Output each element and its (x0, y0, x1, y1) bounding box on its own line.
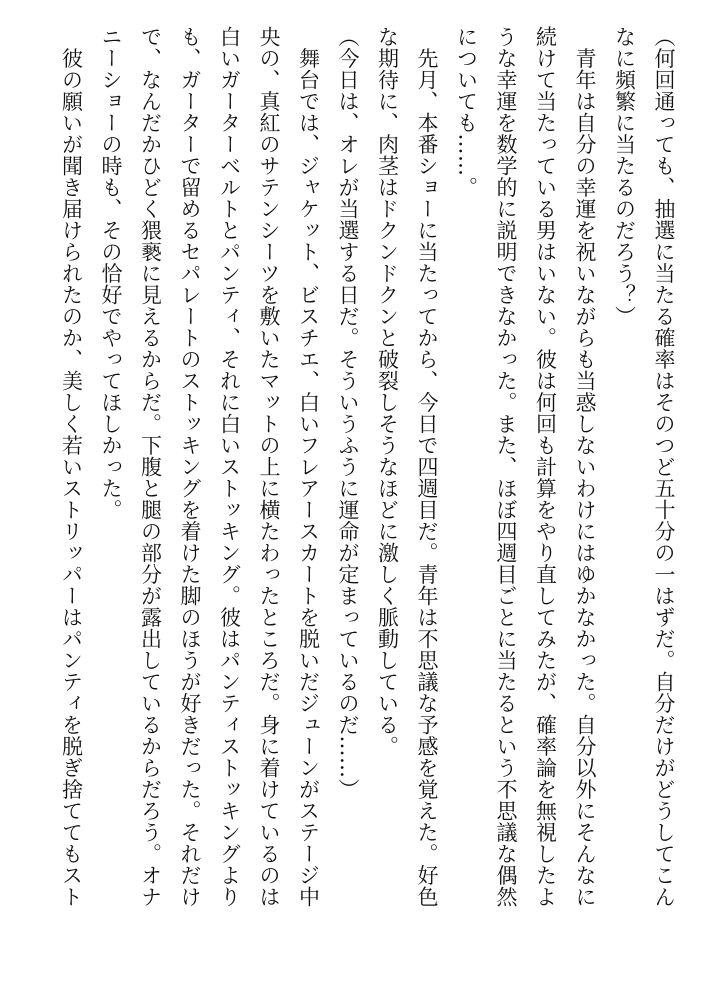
text-line: 舞台では、ジャケット、ビスチエ、白いフレアースカートを脱いだジューンがステージ中 (296, 26, 321, 908)
text-line: （何回通っても、抽選に当たる確率はそのつど五十分の一はずだ。自分だけがどうしてこん (652, 26, 676, 908)
text-line: 先月、本番ショーに当たってから、今日で四週目だ。青年は不思議な予感を覚えた。好色 (415, 26, 439, 908)
text-line: 彼の願いが聞き届けられたのか、美しく若いストリッパーはパンティを脱ぎ捨ててもスト (59, 26, 84, 908)
text-line: （今日は、オレが当選する日だ。そういうふうに運命が定まっているのだ……） (336, 26, 360, 800)
text-line: なに頻繁に当たるのだろう？） (612, 26, 637, 327)
text-line: についても……。 (454, 26, 479, 198)
text-line: も、ガーターで留めるセパレートのストッキングを着けた脚のほうが好きだった。それだけ (178, 26, 202, 908)
text-line: 続けて当たっている男はいない。彼は何回も計算をやり直してみたが、確率論を無視したよ (533, 26, 558, 908)
text-line: 青年は自分の幸運を祝いながらも当惑しないわけにはゆかなかった。自分以外にそんなに (573, 26, 597, 908)
text-line: ニーショーの時も、その恰好でやってほしかった。 (99, 26, 123, 521)
vertical-text-body (51, 26, 683, 976)
text-line: 白いガーターベルトとパンティ、それに白いストッキング。彼はパンティストッキングより (217, 26, 242, 908)
text-line: で、なんだかひどく猥褻に見えるからだ。下腹と腿の部分が露出しているからだろう。オナ (138, 26, 163, 908)
text-line: 央の、真紅のサテンシーツを敷いたマットの上に横たわったところだ。身に着けているのは (257, 26, 281, 908)
text-line: うな幸運を数学的に説明できなかった。また、ほぼ四週目ごとに当たるという不思議な偶然 (494, 26, 518, 908)
text-line: な期待に、肉茎はドクンドクンと破裂しそうなほどに激しく脈動している。 (375, 26, 400, 757)
